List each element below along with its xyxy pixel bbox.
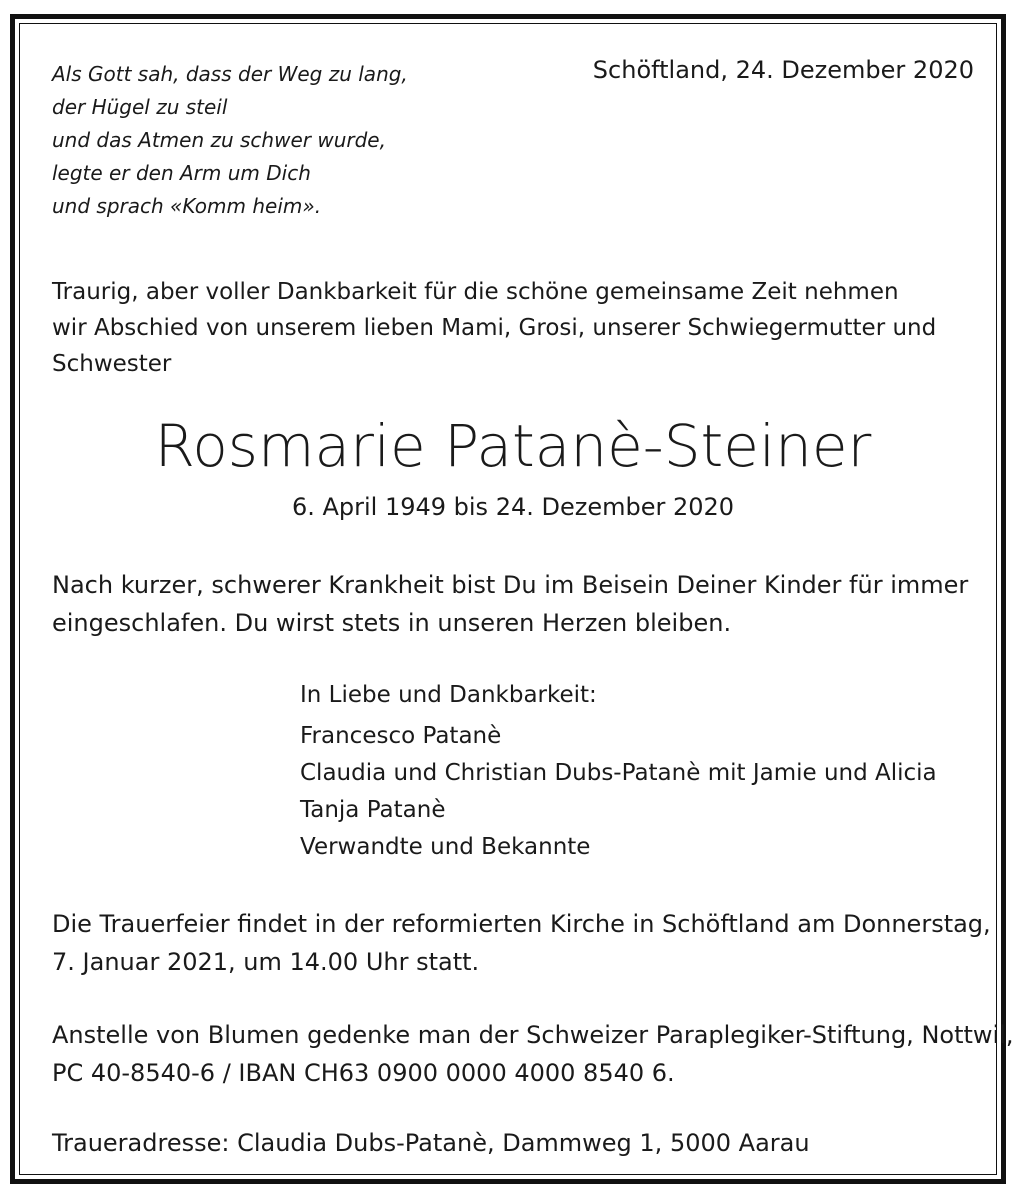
mourning-address: Traueradresse: Claudia Dubs-Patanè, Dammweg 1, 5000 Aarau	[52, 1129, 810, 1157]
service-line: 7. Januar 2021, um 14.00 Uhr statt.	[52, 948, 480, 976]
poem-line: Als Gott sah, dass der Weg zu lang,	[52, 62, 408, 86]
mourners-heading: In Liebe und Dankbarkeit:	[300, 682, 597, 708]
message-line: Nach kurzer, schwerer Krankheit bist Du im Beisein Deiner Kinder für immer	[52, 571, 969, 599]
intro-line: Traurig, aber voller Dankbarkeit für die schöne gemeinsame Zeit nehmen	[52, 279, 899, 305]
mourner-name: Francesco Patanè	[300, 723, 502, 749]
poem-line: und sprach «Komm heim».	[52, 194, 322, 218]
funeral-service-info	[52, 905, 991, 981]
intro-line: Schwester	[52, 351, 172, 377]
message-text	[52, 566, 972, 642]
poem-line: legte er den Arm um Dich	[52, 161, 311, 185]
deceased-name: Rosmarie Patanè-Steiner	[154, 412, 872, 480]
message-line: eingeschlafen. Du wirst stets in unseren Herzen bleiben.	[52, 609, 732, 637]
mourner-name: Verwandte und Bekannte	[300, 834, 591, 860]
deceased-lifespan: 6. April 1949 bis 24. Dezember 2020	[291, 493, 735, 521]
donation-line: PC 40-8540-6 / IBAN CH63 0900 0000 4000 8540 6.	[52, 1059, 675, 1087]
poem-line: der Hügel zu steil	[52, 95, 228, 119]
mourner-name: Tanja Patanè	[300, 797, 446, 823]
intro-text	[52, 274, 972, 382]
mourners-block	[300, 676, 937, 866]
poem	[52, 58, 408, 223]
donation-line: Anstelle von Blumen gedenke man der Schweizer Paraplegiker-Stiftung, Nottwil,	[52, 1021, 1014, 1049]
place-date: Schöftland, 24. Dezember 2020	[592, 56, 974, 84]
service-line: Die Trauerfeier findet in der reformierten Kirche in Schöftland am Donnerstag,	[52, 910, 991, 938]
donation-info	[52, 1016, 1014, 1092]
poem-line: und das Atmen zu schwer wurde,	[52, 128, 386, 152]
mourner-name: Claudia und Christian Dubs-Patanè mit Jamie und Alicia	[300, 760, 937, 786]
intro-line: wir Abschied von unserem lieben Mami, Grosi, unserer Schwiegermutter und	[52, 315, 937, 341]
